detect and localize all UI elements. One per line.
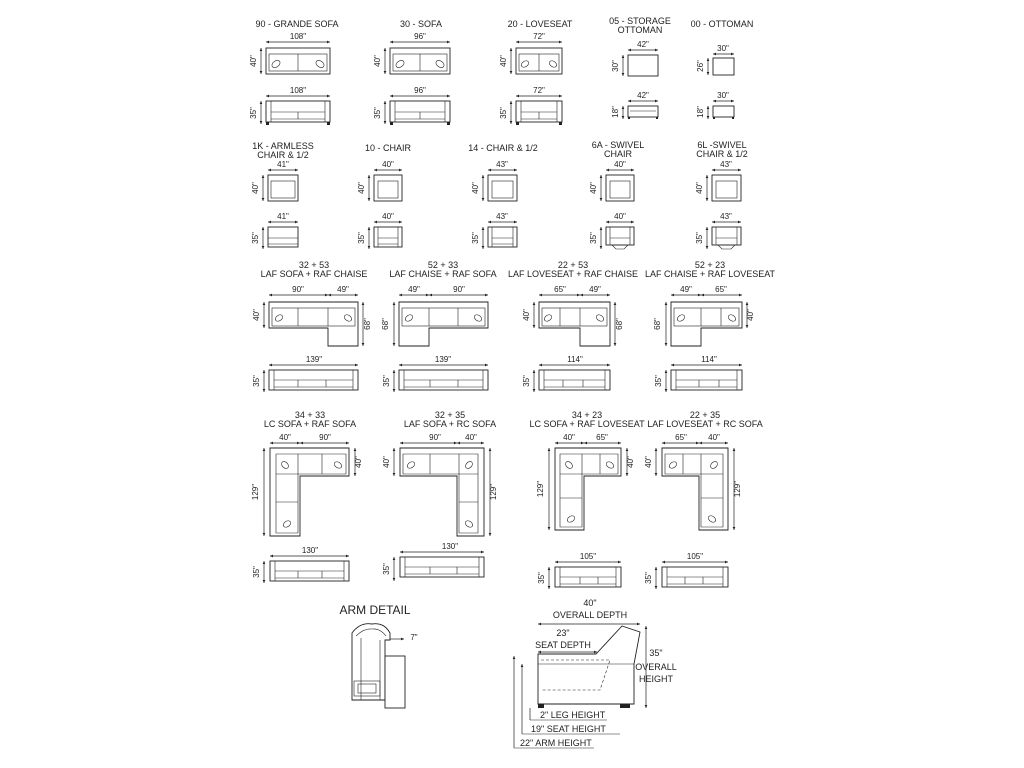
height-dim: 35" — [357, 232, 366, 244]
width-dim: 40" — [563, 433, 575, 442]
width-dim: 40" — [614, 212, 626, 221]
height-dim: 35" — [382, 375, 391, 387]
height-dim: 35" — [251, 232, 260, 244]
width-dim: 41" — [277, 160, 289, 169]
height-dim: 35" — [499, 107, 508, 119]
overall-height-label: OVERALL — [635, 662, 677, 672]
depth-dim: 40" — [746, 309, 755, 321]
side-length-dim: 129" — [251, 483, 260, 501]
width-dim: 96" — [414, 86, 426, 95]
plan-view — [249, 32, 330, 74]
unit-title: 10 - CHAIR — [364, 143, 412, 153]
width-dim: 90" — [319, 433, 331, 442]
unit-title: 52 + 23 — [694, 260, 726, 270]
depth-dim: 40" — [471, 182, 480, 194]
side-length-dim: 129" — [733, 480, 742, 498]
height-dim: 35" — [644, 572, 653, 584]
unit-chair-and-half — [468, 143, 538, 249]
width-dim: 41" — [277, 212, 289, 221]
sectional-lc-sofa-raf-sofa — [251, 410, 363, 583]
depth-dim: 40" — [249, 55, 258, 67]
width-dim: 40" — [382, 160, 394, 169]
unit-title: OTTOMAN — [617, 25, 663, 35]
depth-dim: 40" — [644, 456, 653, 468]
unit-title: 30 - SOFA — [399, 19, 443, 29]
plan-view — [373, 32, 450, 74]
front-view — [611, 91, 658, 119]
depth-dim: 40" — [589, 182, 598, 194]
front-view — [249, 86, 330, 125]
unit-sofa — [373, 19, 450, 125]
width-dim: 30" — [717, 44, 729, 53]
unit-title: LAF LOVESEAT + RC SOFA — [647, 419, 763, 429]
width-dim: 90" — [453, 285, 465, 294]
total-width-dim: 130" — [301, 546, 319, 555]
front-view — [373, 86, 450, 125]
height-dim: 35" — [695, 232, 704, 244]
width-dim: 72" — [533, 32, 545, 41]
unit-title: LAF CHAISE + RAF SOFA — [389, 269, 497, 279]
height-dim: 35" — [654, 375, 663, 387]
depth-dim: 40" — [626, 456, 635, 468]
width-dim: 90" — [292, 285, 304, 294]
unit-title: 6A - SWIVEL — [591, 140, 645, 150]
unit-title: CHAIR — [603, 149, 633, 159]
width-dim: 49" — [589, 285, 601, 294]
overall-height-label: HEIGHT — [638, 674, 674, 684]
unit-title: 32 + 53 — [298, 260, 330, 270]
unit-title: LC SOFA + RAF LOVESEAT — [529, 419, 645, 429]
width-dim: 65" — [596, 433, 608, 442]
height-dim: 35" — [522, 375, 531, 387]
width-dim: 40" — [614, 160, 626, 169]
width-dim: 49" — [408, 285, 420, 294]
chaise-depth-dim: 68" — [381, 318, 390, 330]
width-dim: 49" — [680, 285, 692, 294]
total-width-dim: 114" — [567, 355, 583, 364]
unit-title: CHAIR & 1/2 — [696, 149, 748, 159]
unit-title: 1K - ARMLESS — [252, 141, 314, 151]
total-width-dim: 105" — [686, 552, 704, 561]
depth-dim: 26" — [696, 60, 705, 72]
height-dim: 35" — [537, 572, 546, 584]
width-dim: 40" — [465, 433, 477, 442]
depth-dim: 40" — [695, 182, 704, 194]
width-dim: 108" — [289, 86, 307, 95]
width-dim: 65" — [675, 433, 687, 442]
width-dim: 108" — [289, 32, 307, 41]
front-view — [499, 86, 562, 125]
depth-dim: 40" — [357, 182, 366, 194]
unit-grande-sofa — [249, 19, 339, 125]
width-dim: 65" — [554, 285, 566, 294]
unit-title: 05 - STORAGE — [609, 16, 671, 26]
depth-dim: 40" — [354, 456, 363, 468]
arm-height-label: 22" ARM HEIGHT — [520, 738, 592, 748]
width-dim: 72" — [533, 86, 545, 95]
leg-height-label: 2" LEG HEIGHT — [540, 710, 606, 720]
overall-depth-value: 40" — [583, 598, 597, 608]
height-dim: 35" — [249, 107, 258, 119]
width-dim: 30" — [717, 91, 729, 100]
sectional-laf-chaise-raf-sofa — [381, 260, 497, 392]
depth-dim: 40" — [252, 309, 261, 321]
unit-title: 34 + 23 — [571, 410, 603, 420]
side-length-dim: 129" — [536, 480, 545, 498]
height-dim: 35" — [589, 232, 598, 244]
unit-title: 14 - CHAIR & 1/2 — [468, 143, 538, 153]
unit-title: 90 - GRANDE SOFA — [255, 19, 339, 29]
total-width-dim: 139" — [434, 355, 452, 364]
chaise-depth-dim: 68" — [363, 318, 372, 330]
plan-view — [611, 40, 658, 76]
height-dim: 35" — [252, 566, 261, 578]
unit-title: 22 + 35 — [689, 410, 721, 420]
unit-title: LAF SOFA + RAF CHAISE — [260, 269, 368, 279]
unit-title: 6L -SWIVEL — [697, 140, 747, 150]
seat-depth-value: 23" — [556, 628, 570, 638]
total-width-dim: 130" — [441, 542, 459, 551]
seat-depth-label: SEAT DEPTH — [535, 640, 591, 650]
width-dim: 43" — [720, 160, 732, 169]
width-dim: 96" — [414, 32, 426, 41]
overall-depth-label: OVERALL DEPTH — [552, 610, 628, 620]
front-view — [696, 91, 734, 119]
total-width-dim: 139" — [305, 355, 323, 364]
width-dim: 42" — [637, 40, 649, 49]
unit-title: 52 + 33 — [427, 260, 459, 270]
unit-armless-chair — [251, 141, 314, 249]
seat-height-label: 19" SEAT HEIGHT — [531, 724, 606, 734]
height-dim: 18" — [611, 106, 620, 118]
side-length-dim: 129" — [489, 483, 498, 501]
arm-width-dim: 7" — [410, 633, 418, 642]
sectional-laf-chaise-raf-loveseat — [645, 260, 776, 392]
sectional-laf-sofa-rc-sofa — [382, 410, 498, 581]
overall-height-value: 35" — [649, 648, 663, 658]
unit-storage-ottoman — [609, 16, 671, 119]
chaise-depth-dim: 68" — [653, 318, 662, 330]
width-dim: 42" — [637, 91, 649, 100]
sectional-laf-loveseat-raf-chaise — [508, 260, 638, 392]
depth-dim: 40" — [373, 55, 382, 67]
width-dim: 40" — [279, 433, 291, 442]
total-width-dim: 105" — [579, 552, 597, 561]
unit-title: CHAIR & 1/2 — [257, 150, 309, 160]
unit-swivel-chair-and-half — [695, 140, 748, 249]
width-dim: 40" — [708, 433, 720, 442]
arm-detail — [339, 603, 417, 708]
sectional-laf-loveseat-rc-sofa — [644, 410, 763, 589]
unit-ottoman — [691, 19, 754, 119]
unit-title: LAF SOFA + RC SOFA — [403, 419, 497, 429]
height-dim: 35" — [373, 107, 382, 119]
height-dim: 35" — [382, 563, 391, 575]
chaise-depth-dim: 68" — [615, 318, 624, 330]
unit-title: 22 + 53 — [557, 260, 589, 270]
unit-title: 32 + 35 — [434, 410, 466, 420]
width-dim: 90" — [429, 433, 441, 442]
width-dim: 40" — [382, 212, 394, 221]
height-dim: 35" — [471, 232, 480, 244]
unit-title: 00 - OTTOMAN — [690, 19, 754, 29]
height-dim: 18" — [696, 106, 705, 118]
sectional-lc-sofa-raf-loveseat — [529, 410, 645, 589]
width-dim: 43" — [720, 212, 732, 221]
width-dim: 49" — [337, 285, 349, 294]
depth-dim: 40" — [522, 309, 531, 321]
unit-swivel-chair — [589, 140, 644, 249]
depth-dim: 30" — [611, 60, 620, 72]
side-profile-diagram — [514, 598, 677, 748]
depth-dim: 40" — [251, 182, 260, 194]
plan-view — [696, 44, 734, 75]
unit-chair — [357, 143, 412, 249]
unit-title: 20 - LOVESEAT — [507, 19, 573, 29]
unit-title: LAF LOVESEAT + RAF CHAISE — [508, 269, 638, 279]
height-dim: 35" — [252, 375, 261, 387]
arm-detail-title: ARM DETAIL — [339, 603, 411, 617]
unit-title: LAF CHAISE + RAF LOVESEAT — [644, 269, 776, 279]
plan-view — [499, 32, 562, 74]
width-dim: 43" — [496, 212, 508, 221]
total-width-dim: 114" — [701, 355, 717, 364]
depth-dim: 40" — [382, 456, 391, 468]
unit-loveseat — [499, 19, 573, 125]
unit-title: LC SOFA + RAF SOFA — [263, 419, 357, 429]
depth-dim: 40" — [499, 55, 508, 67]
sectional-laf-sofa-raf-chaise — [252, 260, 372, 392]
width-dim: 43" — [496, 160, 508, 169]
unit-title: 34 + 33 — [294, 410, 326, 420]
width-dim: 65" — [715, 285, 727, 294]
